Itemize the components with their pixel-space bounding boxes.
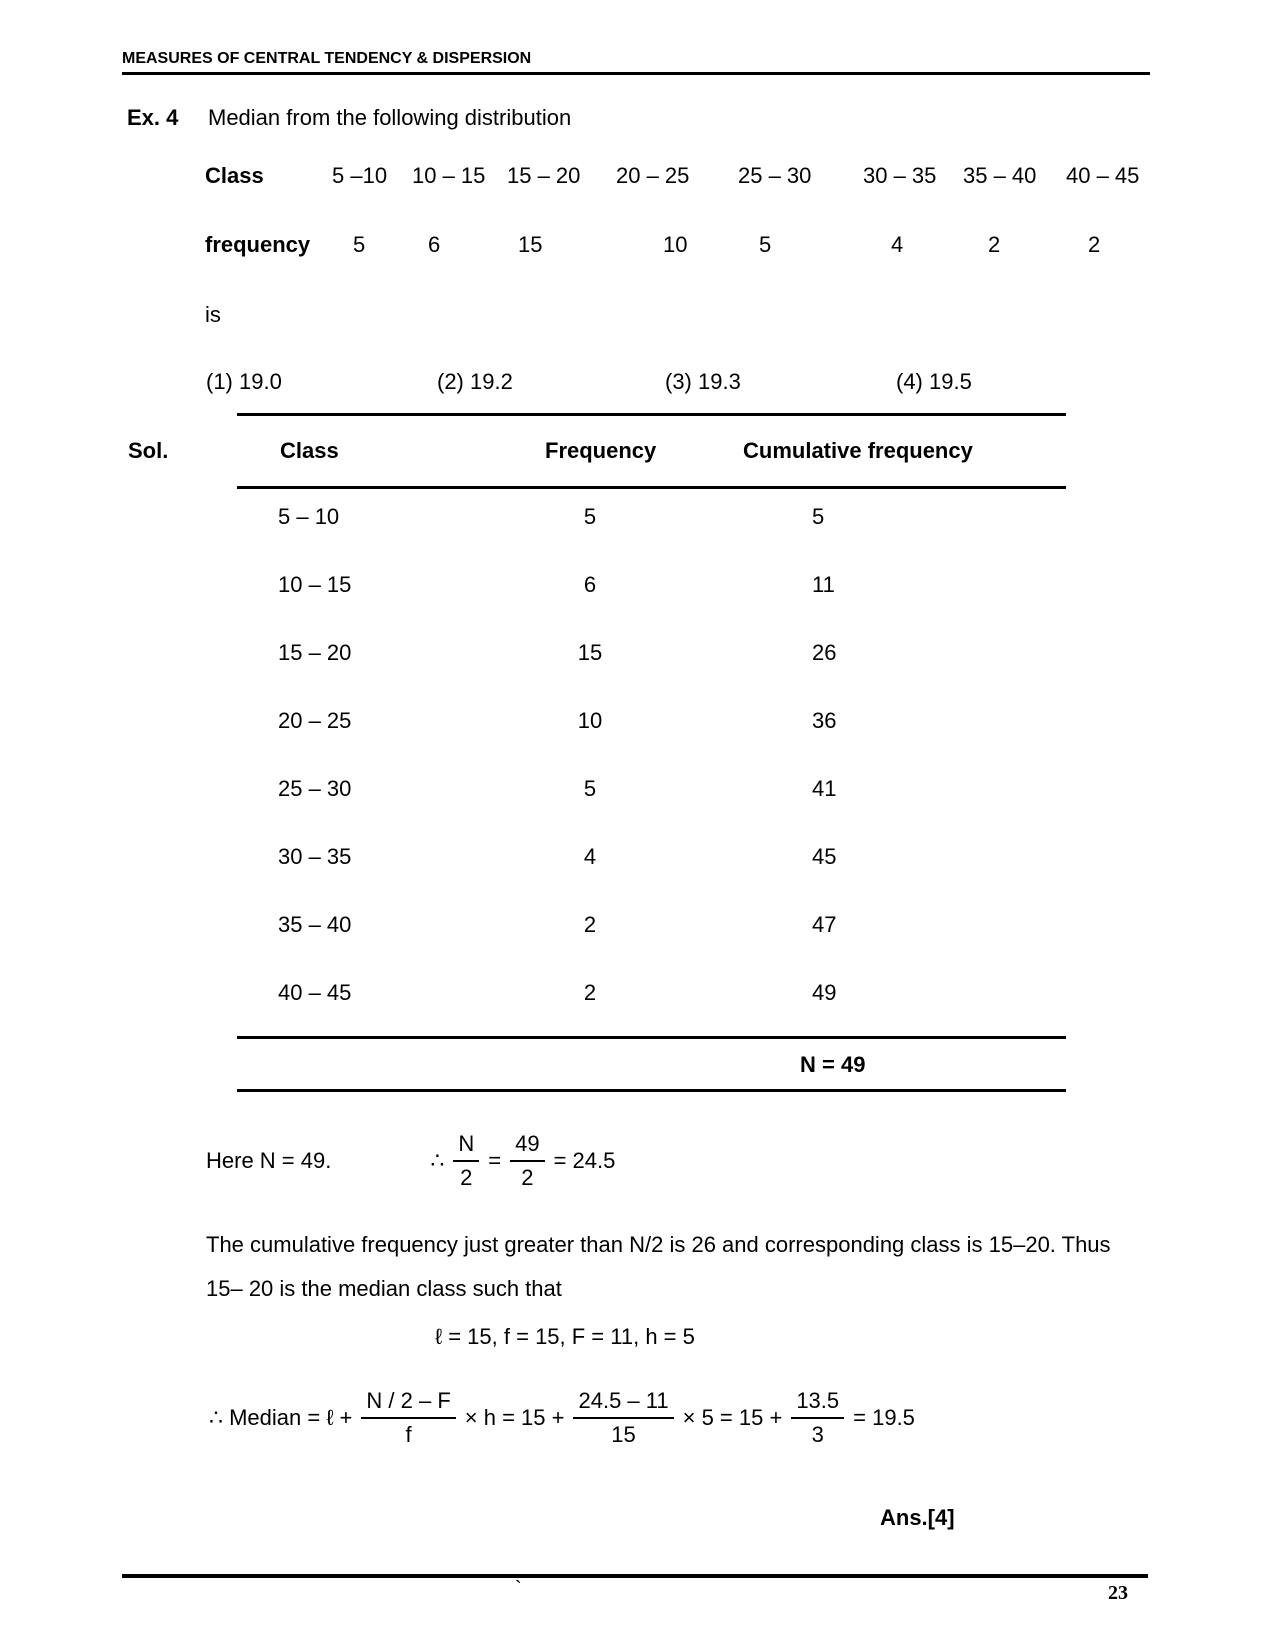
cell-frequency: 5: [583, 776, 597, 801]
cell-frequency: 2: [583, 912, 597, 937]
frequency-value: 6: [428, 232, 441, 257]
footer-rule: [122, 1574, 1148, 1578]
fraction-denominator: 2: [453, 1160, 479, 1189]
median-parameters: ℓ = 15, f = 15, F = 11, h = 5: [435, 1324, 695, 1349]
median-equation: [209, 1390, 924, 1446]
frequency-value: 5: [353, 232, 366, 257]
explanation-line-2: 15– 20 is the median class such that: [206, 1276, 562, 1301]
distribution-frequency-label: frequency: [205, 232, 311, 257]
fraction-formula: [361, 1390, 455, 1446]
median-mid-2: × 5 = 15 +: [682, 1404, 783, 1430]
n-half-equation: [206, 1133, 624, 1189]
footer-mark: `: [515, 1578, 522, 1600]
cell-class: 25 – 30: [278, 776, 352, 801]
page-number: 23: [1108, 1582, 1128, 1604]
equals-sign: =: [488, 1147, 502, 1173]
median-result: = 19.5: [853, 1404, 915, 1430]
cell-cumulative: 36: [812, 708, 837, 733]
fraction-values: [573, 1390, 673, 1446]
cell-frequency: 5: [583, 504, 597, 529]
cell-cumulative: 41: [812, 776, 837, 801]
fraction-result: [791, 1390, 844, 1446]
frequency-value: 2: [988, 232, 1001, 257]
median-prefix: ∴ Median = ℓ +: [209, 1404, 353, 1430]
therefore-symbol: ∴: [430, 1147, 445, 1173]
explanation-line-1: The cumulative frequency just greater than N/2 is 26 and corresponding class is 15–20. Thus: [206, 1232, 1111, 1257]
cell-cumulative: 5: [812, 504, 825, 529]
column-header-frequency: Frequency: [545, 438, 657, 463]
cell-cumulative: 26: [812, 640, 837, 665]
option-3: (3) 19.3: [665, 369, 741, 394]
table-rule-body-bottom: [237, 1036, 1066, 1039]
cell-class: 35 – 40: [278, 912, 352, 937]
cell-frequency: 4: [583, 844, 597, 869]
question-text: Median from the following distribution: [208, 105, 572, 130]
class-interval: 30 – 35: [863, 163, 937, 188]
equation-result: = 24.5: [553, 1147, 616, 1173]
fraction-numerator: N: [458, 1131, 475, 1156]
option-2: (2) 19.2: [437, 369, 513, 394]
fraction-denominator: 3: [791, 1417, 844, 1446]
table-rule-bottom: [237, 1089, 1066, 1092]
fraction-denominator: 15: [573, 1417, 673, 1446]
fraction-numerator: N / 2 – F: [366, 1388, 451, 1413]
class-interval: 40 – 45: [1066, 163, 1140, 188]
table-total: N = 49: [800, 1052, 866, 1077]
cell-cumulative: 49: [812, 980, 837, 1005]
table-rule-top: [237, 413, 1066, 416]
frequency-value: 15: [518, 232, 543, 257]
option-1: (1) 19.0: [206, 369, 282, 394]
class-interval: 5 –10: [332, 163, 388, 188]
frequency-value: 5: [759, 232, 772, 257]
class-interval: 10 – 15: [412, 163, 486, 188]
cell-cumulative: 47: [812, 912, 837, 937]
option-4: (4) 19.5: [896, 369, 972, 394]
class-interval: 20 – 25: [616, 163, 690, 188]
cell-class: 5 – 10: [278, 504, 340, 529]
frequency-value: 10: [663, 232, 688, 257]
fraction-numerator: 13.5: [796, 1388, 840, 1413]
solution-label: Sol.: [128, 438, 169, 463]
distribution-class-label: Class: [205, 163, 264, 188]
frequency-value: 4: [891, 232, 904, 257]
median-mid-1: × h = 15 +: [464, 1404, 565, 1430]
cell-frequency: 2: [583, 980, 597, 1005]
answer-label: Ans.[4]: [880, 1505, 955, 1530]
table-rule-header: [237, 486, 1066, 489]
cell-class: 40 – 45: [278, 980, 352, 1005]
cell-cumulative: 11: [812, 572, 835, 597]
cell-frequency: 15: [577, 640, 603, 665]
fraction-numerator: 49: [515, 1131, 540, 1156]
cell-cumulative: 45: [812, 844, 837, 869]
fraction-49-2: [510, 1133, 544, 1189]
class-interval: 15 – 20: [507, 163, 581, 188]
here-text: Here N = 49.: [206, 1147, 332, 1173]
column-header-class: Class: [280, 438, 339, 463]
header-rule: [122, 72, 1150, 75]
class-interval: 35 – 40: [963, 163, 1037, 188]
fraction-denominator: 2: [510, 1160, 544, 1189]
class-interval: 25 – 30: [738, 163, 812, 188]
fraction-denominator: f: [361, 1417, 455, 1446]
column-header-cumulative: Cumulative frequency: [743, 438, 973, 463]
cell-frequency: 10: [577, 708, 603, 733]
cell-class: 10 – 15: [278, 572, 352, 597]
connector-text: is: [205, 302, 221, 327]
page-header-title: MEASURES OF CENTRAL TENDENCY & DISPERSION: [122, 50, 532, 67]
fraction-n-2: [453, 1133, 479, 1189]
example-label: Ex. 4: [127, 105, 179, 130]
cell-class: 15 – 20: [278, 640, 352, 665]
cell-class: 30 – 35: [278, 844, 352, 869]
fraction-numerator: 24.5 – 11: [578, 1388, 669, 1413]
cell-class: 20 – 25: [278, 708, 352, 733]
cell-frequency: 6: [583, 572, 597, 597]
frequency-value: 2: [1088, 232, 1101, 257]
